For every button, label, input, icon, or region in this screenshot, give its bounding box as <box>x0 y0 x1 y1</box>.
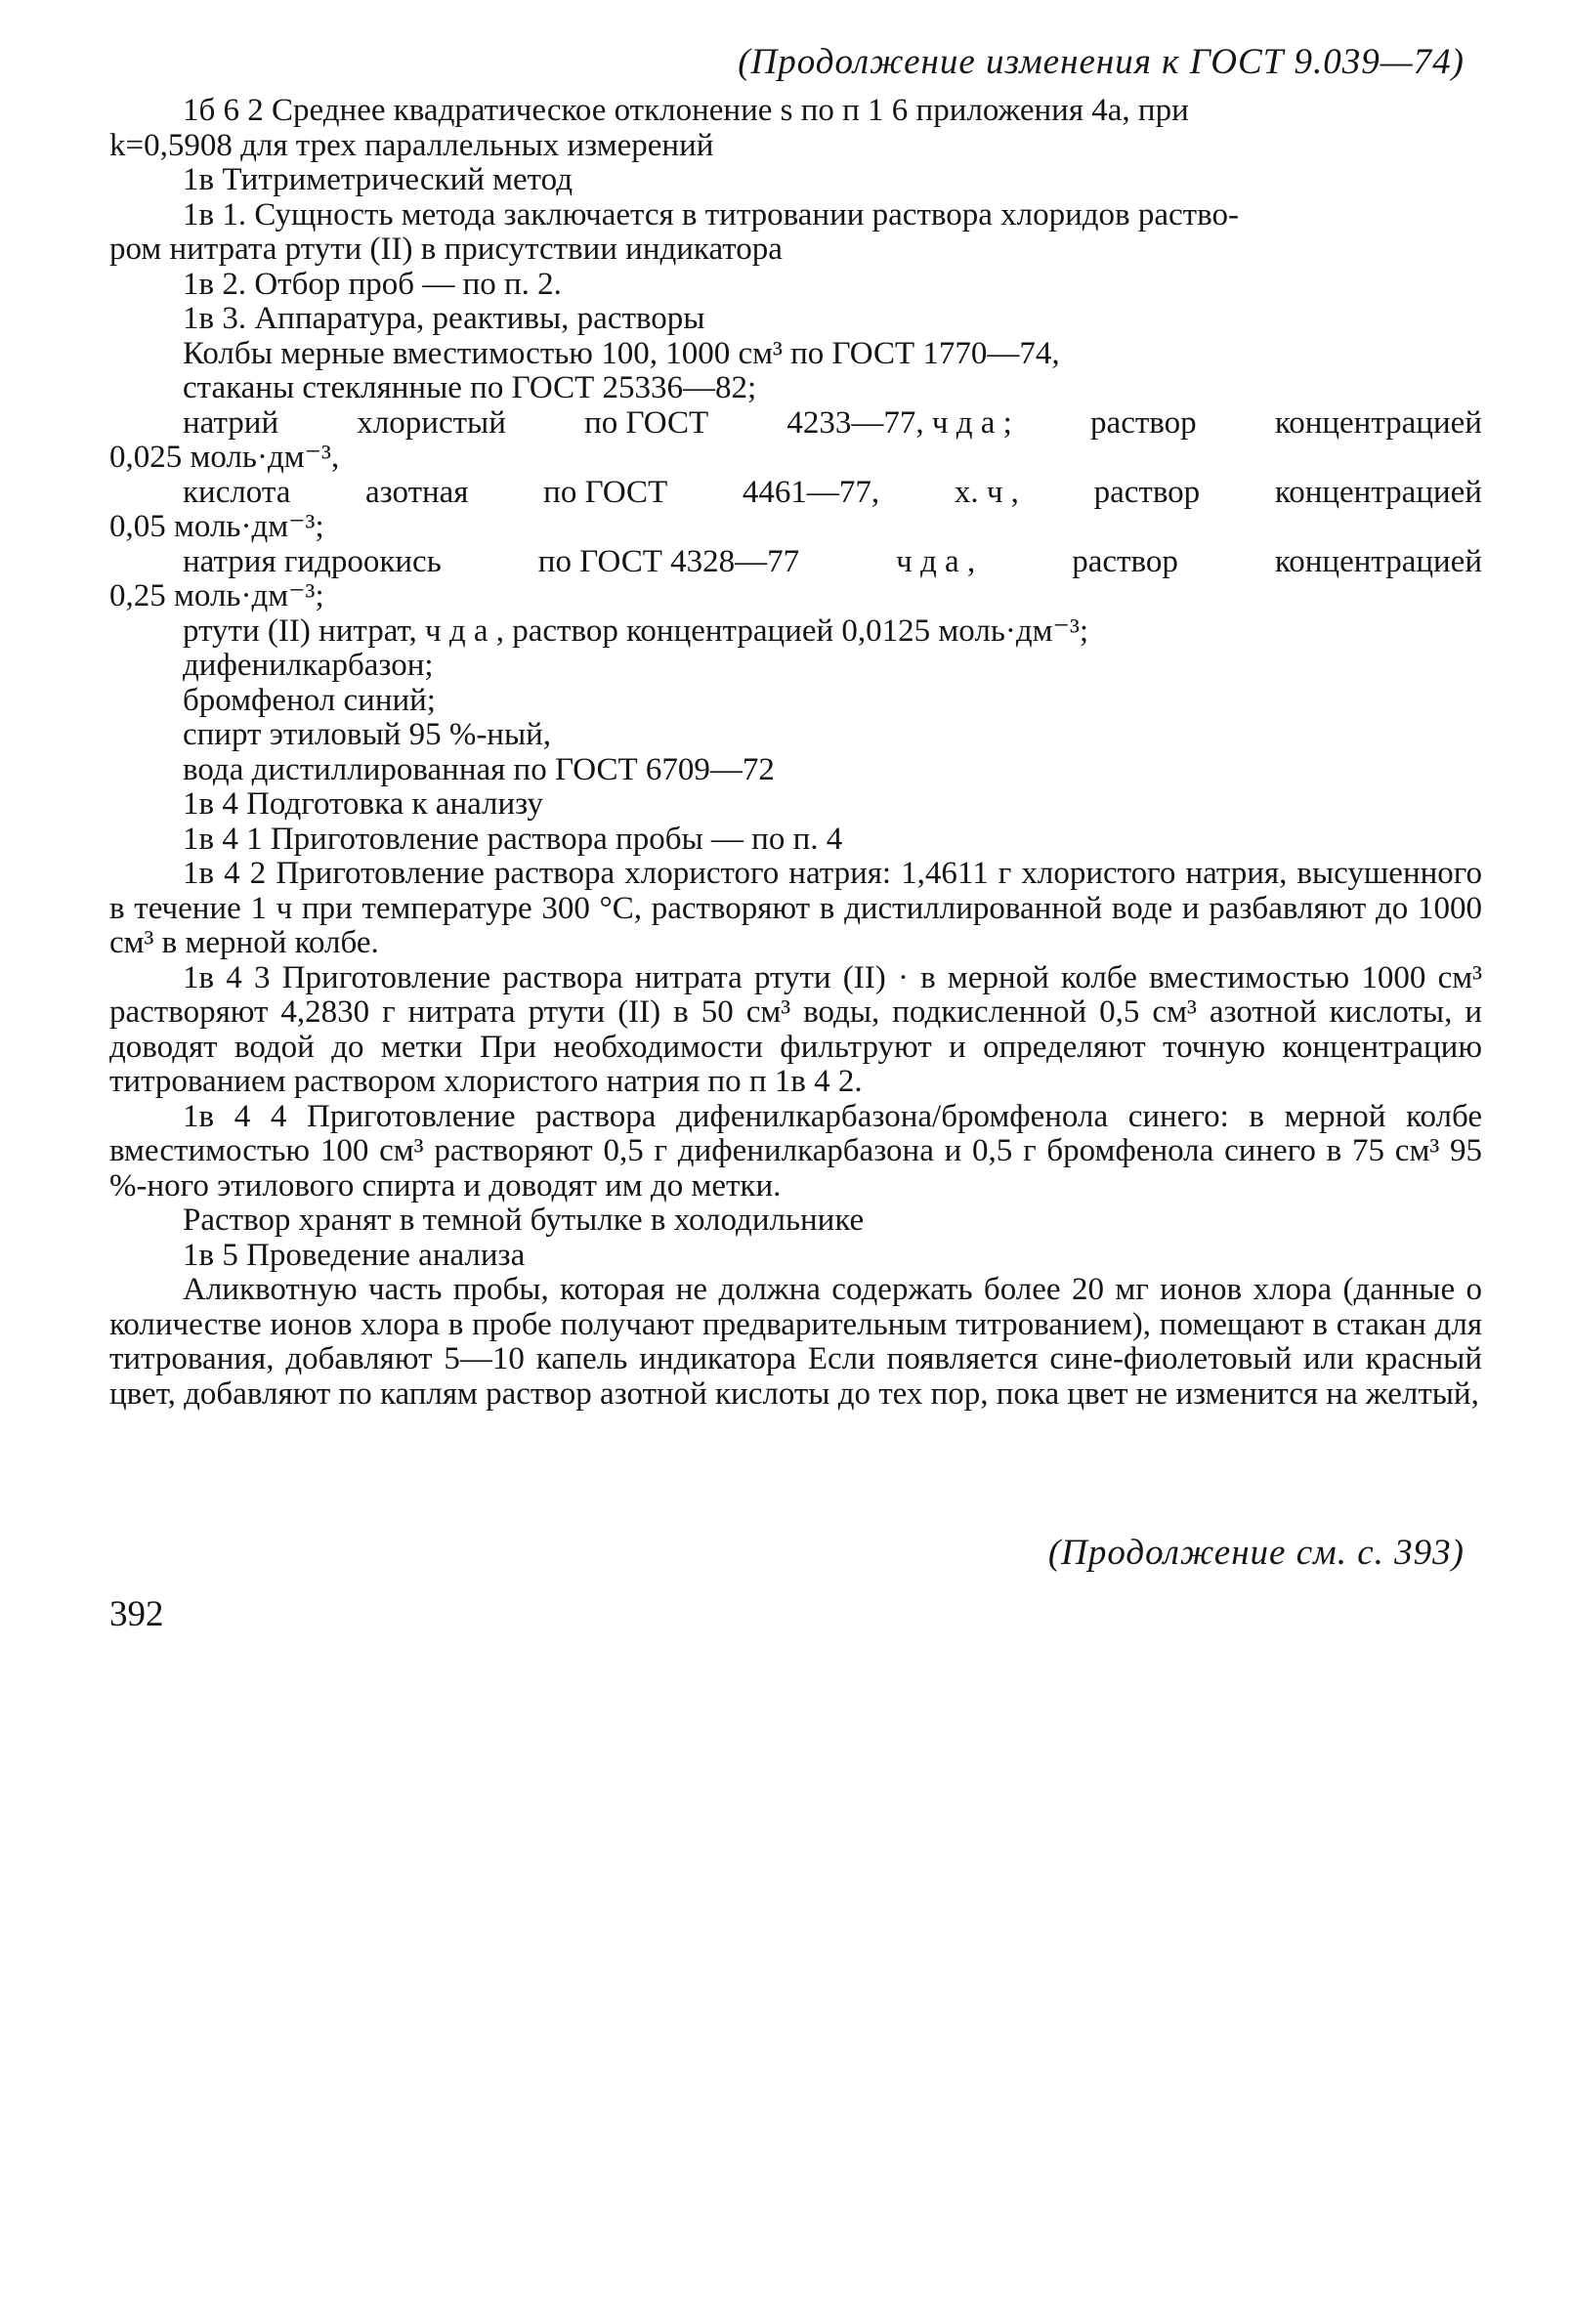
paragraph-storage: Раствор хранят в темной бутылке в холодильнике <box>183 1203 865 1238</box>
reagent-cell: ч д а , <box>896 543 976 579</box>
list-item-mercury-nitrate: ртути (II) нитрат, ч д а , раствор концентрацией 0,0125 моль·дм⁻³; <box>183 613 1089 649</box>
reagent-cell: натрия гидроокись <box>183 543 442 579</box>
reagent-cell: кислота <box>183 474 291 510</box>
reagent-cell: по ГОСТ <box>543 474 668 510</box>
continuation-header: (Продолжение изменения к ГОСТ 9.039—74) <box>738 42 1465 82</box>
list-item-beakers: стаканы стеклянные по ГОСТ 25336—82; <box>183 370 757 405</box>
heading-1v4: 1в 4 Подготовка к анализу <box>183 786 544 822</box>
list-item-bromophenol: бромфенол синий; <box>183 682 436 718</box>
reagent-cell: раствор <box>1090 404 1197 441</box>
reagent-cell: концентрацией <box>1274 543 1482 579</box>
paragraph-1v43: 1в 4 3 Приготовление раствора нитрата ртути (II) · в мерной колбе вместимостью 1000 см³ растворяют 4,2830 г нитрата ртути (II) в 50 см³ воды, подкисленной 0,5 см³ азотной кислоты, и доводят водой до метки При необходимости фильтруют и определяют точную концентрацию титрованием раствором хлористого натрия по п 1в 4 2. <box>109 959 1482 1099</box>
heading-1v5: 1в 5 Проведение анализа <box>183 1237 526 1273</box>
paragraph-1b62: 1б 6 2 Среднее квадратическое отклонение s по п 1 6 приложения 4а, при <box>183 93 1189 128</box>
reagent-cell: 4461—77, <box>742 474 880 510</box>
page-number: 392 <box>109 1594 164 1634</box>
reagent-cell: азотная <box>365 474 469 510</box>
reagent-cell: концентрацией <box>1274 474 1482 510</box>
paragraph-1v1: 1в 1. Сущность метода заключается в титровании раствора хлоридов раство- <box>183 196 1239 232</box>
paragraph-1v2: 1в 2. Отбор проб — по п. 2. <box>183 266 562 302</box>
paragraph-1v44: 1в 4 4 Приготовление раствора дифенилкарбазона/бромфенола синего: в мерной колбе вместимостью 100 см³ растворяют 0,5 г дифенилкарбазона и 0,5 г бромфенола синего в 75 см³ 95 %-ного этилового спирта и доводят им до метки. <box>109 1098 1482 1204</box>
reagent-concentration: 0,025 моль·дм⁻³, <box>109 440 340 475</box>
reagent-concentration: 0,05 моль·дм⁻³; <box>109 509 324 544</box>
paragraph-1v5: Аликвотную часть пробы, которая не должна содержать более 20 мг ионов хлора (данные о количестве ионов хлора в пробе получают предварительным титрованием), помещают в стакан для титрования, добавляют 5—10 капель индикатора Если появляется сине-фиолетовый или красный цвет, добавляют по каплям раствор азотной кислоты до тех пор, пока цвет не изменится на желтый, <box>109 1272 1482 1412</box>
reagent-cell: концентрацией <box>1274 404 1482 441</box>
reagent-cell: раствор <box>1072 543 1178 579</box>
paragraph-1v42: 1в 4 2 Приготовление раствора хлористого натрия: 1,4611 г хлористого натрия, высушенного в течение 1 ч при температуре 300 °С, растворяют в дистиллированной воде и разбавляют до 1000 см³ в мерной колбе. <box>109 856 1482 960</box>
reagent-cell: натрий <box>183 404 279 441</box>
reagent-row-sodium-hydroxide <box>109 545 1482 580</box>
list-item-ethanol: спирт этиловый 95 %-ный, <box>183 717 552 752</box>
reagent-row-sodium-chloride <box>109 406 1482 442</box>
reagent-cell: раствор <box>1093 474 1201 510</box>
reagent-cell: х. ч , <box>954 474 1019 510</box>
reagent-cell: 4233—77, ч д а ; <box>786 404 1012 441</box>
list-item-diphenylcarbazone: дифенилкарбазон; <box>183 648 434 683</box>
list-item-water: вода дистиллированная по ГОСТ 6709—72 <box>183 751 775 787</box>
document-body <box>109 94 1482 1412</box>
paragraph-1b62-cont: k=0,5908 для трех параллельных измерений <box>109 127 714 163</box>
reagent-row-nitric-acid <box>109 476 1482 511</box>
reagent-cell: по ГОСТ 4328—77 <box>537 543 800 579</box>
list-item-flasks: Колбы мерные вместимостью 100, 1000 см³ по ГОСТ 1770—74, <box>183 335 1060 371</box>
continuation-footer: (Продолжение см. с. 393) <box>1047 1533 1465 1573</box>
reagent-concentration: 0,25 моль·дм⁻³; <box>109 578 324 613</box>
paragraph-1v1-cont: ром нитрата ртути (II) в присутствии индикатора <box>109 232 783 267</box>
heading-1v3: 1в 3. Аппаратура, реактивы, растворы <box>183 301 705 336</box>
reagent-cell: по ГОСТ <box>584 404 709 441</box>
reagent-cell: хлористый <box>357 404 506 441</box>
paragraph-1v41: 1в 4 1 Приготовление раствора пробы — по п. 4 <box>183 821 843 857</box>
heading-1v: 1в Титриметрический метод <box>183 162 573 197</box>
